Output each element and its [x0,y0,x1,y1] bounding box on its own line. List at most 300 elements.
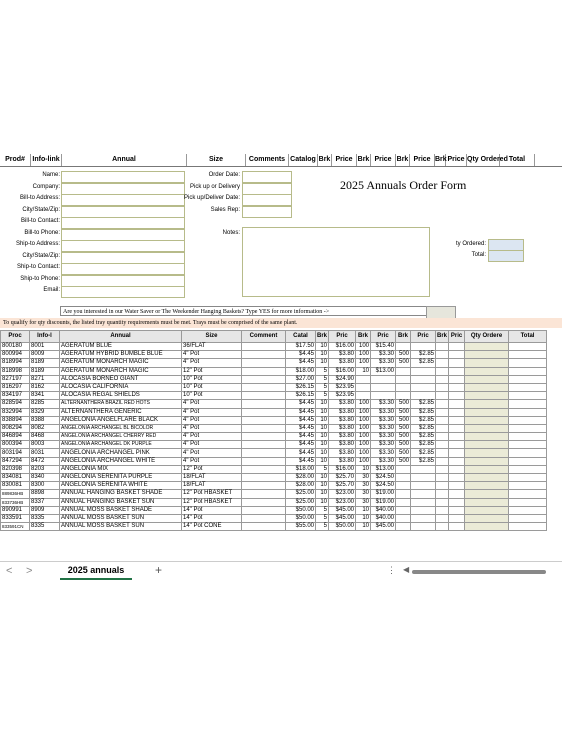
table-cell[interactable]: $3.30 [371,433,396,441]
form-field[interactable] [242,183,292,195]
table-cell[interactable]: 10 [316,457,329,465]
table-cell[interactable]: $25.70 [329,482,356,490]
table-cell[interactable]: $13.00 [371,465,396,473]
table-cell[interactable]: $3.80 [329,400,356,408]
table-cell[interactable] [242,449,286,457]
table-cell[interactable] [371,383,396,391]
table-cell[interactable] [436,457,449,465]
table-cell[interactable]: 8162 [30,383,60,391]
table-cell[interactable] [242,433,286,441]
form-field[interactable] [61,183,185,195]
table-cell[interactable]: 10 [356,523,371,531]
table-cell[interactable]: 8468 [30,433,60,441]
table-cell[interactable] [411,482,436,490]
table-cell[interactable]: 818994 [1,359,30,367]
table-cell[interactable] [242,375,286,383]
table-cell[interactable] [371,392,396,400]
table-cell[interactable]: 8898 [30,490,60,498]
table-cell[interactable]: AGERATUM MONARCH MAGIC [60,359,182,367]
table-cell[interactable]: $23.00 [329,498,356,506]
table-cell[interactable]: $4.45 [286,424,316,432]
table-cell[interactable]: $3.80 [329,359,356,367]
table-cell[interactable]: ANGELONIA ARCHANGEL DK PURPLE [60,441,182,449]
table-cell[interactable]: ANGELONIA MIX [60,465,182,473]
qty-ordered-cell[interactable] [465,514,509,522]
table-cell[interactable]: 18/FLAT [182,474,242,482]
table-cell[interactable] [356,383,371,391]
table-cell[interactable]: ANNUAL HANGING BASKET SHADE [60,490,182,498]
table-header-10[interactable]: Brk [396,331,411,343]
table-cell[interactable] [449,506,465,514]
table-cell[interactable] [242,392,286,400]
table-cell[interactable] [436,416,449,424]
table-cell[interactable]: 30 [356,490,371,498]
table-cell[interactable]: $4.45 [286,351,316,359]
table-cell[interactable] [449,367,465,375]
table-cell[interactable]: $4.45 [286,433,316,441]
form-field[interactable] [61,252,185,264]
table-cell[interactable]: $3.80 [329,416,356,424]
table-cell[interactable] [449,498,465,506]
table-cell[interactable]: $24.90 [329,375,356,383]
table-cell[interactable]: 500 [396,449,411,457]
table-cell[interactable]: $50.00 [329,523,356,531]
table-cell[interactable]: $3.30 [371,441,396,449]
table-cell[interactable]: $4.45 [286,449,316,457]
qty-ordered-cell[interactable] [465,343,509,351]
table-cell[interactable]: 4" Pot [182,457,242,465]
table-cell[interactable]: $13.00 [371,367,396,375]
table-cell[interactable] [396,514,411,522]
table-cell[interactable]: 830081 [1,482,30,490]
table-cell[interactable]: $23.95 [329,383,356,391]
qty-ordered-cell[interactable] [465,441,509,449]
table-cell[interactable] [449,392,465,400]
table-cell[interactable]: 500 [396,441,411,449]
qty-ordered-cell[interactable] [465,359,509,367]
table-cell[interactable]: 8341 [30,392,60,400]
table-cell[interactable]: 800180 [1,343,30,351]
table-cell[interactable]: ANGELONIA ARCHANGEL CHERRY RED [60,433,182,441]
table-cell[interactable] [436,392,449,400]
table-cell[interactable]: 8335 [30,523,60,531]
form-field[interactable] [61,171,185,183]
table-cell[interactable] [449,343,465,351]
table-cell[interactable]: $45.00 [329,514,356,522]
table-cell[interactable] [396,523,411,531]
table-cell[interactable]: 838894 [1,416,30,424]
table-cell[interactable]: 8300 [30,482,60,490]
table-cell[interactable] [449,416,465,424]
tab-next-button[interactable]: > [26,565,33,577]
table-header-9[interactable]: Pric [371,331,396,343]
table-cell[interactable]: 827197 [1,375,30,383]
table-cell[interactable] [436,506,449,514]
table-cell[interactable] [396,474,411,482]
table-cell[interactable] [436,343,449,351]
table-cell[interactable]: 8003 [30,441,60,449]
table-cell[interactable]: 12" Pot HBASKET [182,498,242,506]
table-cell[interactable] [449,523,465,531]
table-cell[interactable] [449,482,465,490]
table-cell[interactable]: 100 [356,449,371,457]
table-cell[interactable]: $4.45 [286,408,316,416]
table-cell[interactable] [242,482,286,490]
qty-ordered-cell[interactable] [465,490,509,498]
table-cell[interactable]: 10 [316,482,329,490]
table-cell[interactable] [449,465,465,473]
add-sheet-button[interactable]: + [155,563,163,577]
table-header-12[interactable]: Brk [436,331,449,343]
table-cell[interactable] [436,367,449,375]
qty-ordered-cell[interactable] [465,392,509,400]
table-cell[interactable]: 500 [396,424,411,432]
table-cell[interactable]: 100 [356,433,371,441]
table-cell[interactable]: 10 [356,514,371,522]
table-cell[interactable]: $3.80 [329,351,356,359]
table-cell[interactable]: ANGELONIA ARCHANGEL WHITE [60,457,182,465]
table-cell[interactable]: ALOCASIA REGAL SHIELDS [60,392,182,400]
table-cell[interactable]: 8203 [30,465,60,473]
table-cell[interactable] [436,359,449,367]
table-cell[interactable]: 4" Pot [182,400,242,408]
table-cell[interactable] [436,375,449,383]
table-cell[interactable]: 832994 [1,408,30,416]
table-cell[interactable] [396,482,411,490]
table-cell[interactable] [411,392,436,400]
table-cell[interactable]: 10 [316,416,329,424]
table-cell[interactable] [449,449,465,457]
table-cell[interactable]: ALOCASIA CALIFORNIA [60,383,182,391]
table-cell[interactable] [449,351,465,359]
table-cell[interactable]: ALTERNANTHERA BRAZIL RED HOTS [60,400,182,408]
table-cell[interactable] [242,490,286,498]
table-cell[interactable]: $23.95 [329,392,356,400]
table-cell[interactable] [436,424,449,432]
table-cell[interactable] [356,392,371,400]
table-cell[interactable]: 100 [356,400,371,408]
table-cell[interactable] [449,457,465,465]
form-field[interactable] [242,171,292,183]
table-cell[interactable] [436,523,449,531]
table-cell[interactable]: $26.15 [286,392,316,400]
table-cell[interactable]: AGERATUM BLUE [60,343,182,351]
table-cell[interactable]: $2.85 [411,449,436,457]
table-cell[interactable]: $40.00 [371,506,396,514]
table-cell[interactable] [242,424,286,432]
table-cell[interactable] [242,400,286,408]
table-cell[interactable]: $3.30 [371,400,396,408]
table-cell[interactable]: 803194 [1,449,30,457]
table-cell[interactable]: 4" Pot [182,359,242,367]
table-cell[interactable]: 5 [316,514,329,522]
table-cell[interactable]: $28.00 [286,482,316,490]
qty-ordered-cell[interactable] [465,506,509,514]
table-cell[interactable] [242,506,286,514]
table-cell[interactable]: $40.00 [371,514,396,522]
table-cell[interactable] [436,465,449,473]
table-cell[interactable] [449,514,465,522]
table-cell[interactable]: 5 [316,383,329,391]
table-cell[interactable]: 500 [396,351,411,359]
table-cell[interactable]: 10 [316,343,329,351]
table-cell[interactable]: $3.30 [371,351,396,359]
table-cell[interactable]: $3.30 [371,424,396,432]
table-header-13[interactable]: Pric [449,331,465,343]
table-cell[interactable] [436,449,449,457]
table-cell[interactable]: $3.30 [371,449,396,457]
table-cell[interactable] [449,441,465,449]
table-cell[interactable] [242,351,286,359]
table-cell[interactable] [436,383,449,391]
table-cell[interactable]: 8009 [30,351,60,359]
table-cell[interactable]: 833591CN [1,523,30,531]
table-cell[interactable]: $3.30 [371,359,396,367]
table-cell[interactable]: 820398 [1,465,30,473]
table-cell[interactable]: 8340 [30,474,60,482]
table-cell[interactable]: 14" Pot CONE [182,523,242,531]
table-cell[interactable]: $3.80 [329,441,356,449]
table-cell[interactable]: $23.00 [329,490,356,498]
table-header-11[interactable]: Pric [411,331,436,343]
table-cell[interactable]: 800394 [1,441,30,449]
table-header-8[interactable]: Brk [356,331,371,343]
table-cell[interactable]: 500 [396,359,411,367]
table-cell[interactable]: $50.00 [286,514,316,522]
qty-ordered-cell[interactable] [465,400,509,408]
table-cell[interactable]: 5 [316,523,329,531]
table-cell[interactable]: 8329 [30,408,60,416]
table-cell[interactable]: 10 [356,367,371,375]
table-cell[interactable]: 10 [316,498,329,506]
table-cell[interactable]: 847294 [1,457,30,465]
table-cell[interactable]: $16.00 [329,343,356,351]
table-cell[interactable]: 10 [316,424,329,432]
table-cell[interactable] [411,523,436,531]
table-cell[interactable] [449,474,465,482]
table-cell[interactable] [411,514,436,522]
table-cell[interactable]: 500 [396,408,411,416]
table-cell[interactable]: $3.80 [329,424,356,432]
table-cell[interactable]: 818998 [1,367,30,375]
table-cell[interactable]: ANNUAL MOSS BASKET SUN [60,523,182,531]
table-cell[interactable]: 10 [316,441,329,449]
qty-ordered-cell[interactable] [465,474,509,482]
table-cell[interactable]: 8472 [30,457,60,465]
table-cell[interactable]: $3.30 [371,408,396,416]
form-field[interactable] [61,275,185,287]
table-cell[interactable]: $17.50 [286,343,316,351]
table-cell[interactable]: 12" Pot [182,465,242,473]
table-cell[interactable]: $3.30 [371,457,396,465]
table-cell[interactable]: $25.70 [329,474,356,482]
table-cell[interactable]: $26.15 [286,383,316,391]
table-cell[interactable]: $18.00 [286,367,316,375]
form-field[interactable] [242,194,292,206]
table-cell[interactable] [242,498,286,506]
table-header-2[interactable]: Annual [60,331,182,343]
table-cell[interactable]: 500 [396,433,411,441]
horizontal-scrollbar[interactable] [412,570,546,574]
table-cell[interactable]: 4" Pot [182,449,242,457]
table-cell[interactable]: 10 [316,490,329,498]
table-cell[interactable]: 4" Pot [182,441,242,449]
table-cell[interactable] [396,506,411,514]
table-cell[interactable] [411,506,436,514]
qty-ordered-cell[interactable] [465,351,509,359]
qty-ordered-cell[interactable] [465,424,509,432]
table-cell[interactable]: ANGELONIA ANGELFLARE BLACK [60,416,182,424]
table-cell[interactable]: 10 [316,433,329,441]
table-cell[interactable]: $28.00 [286,474,316,482]
table-cell[interactable]: 500 [396,457,411,465]
tab-2025-annuals[interactable]: 2025 annuals [60,562,132,580]
table-cell[interactable] [242,416,286,424]
table-cell[interactable]: $55.00 [286,523,316,531]
table-cell[interactable] [242,474,286,482]
table-cell[interactable] [396,490,411,498]
table-cell[interactable] [396,498,411,506]
qty-ordered-cell[interactable] [465,482,509,490]
table-cell[interactable] [396,392,411,400]
table-cell[interactable]: 8335 [30,514,60,522]
qty-ordered-cell[interactable] [465,457,509,465]
table-cell[interactable]: ANGELONIA SERENITA PURPLE [60,474,182,482]
table-header-14[interactable]: Qty Ordere [465,331,509,343]
table-cell[interactable] [356,375,371,383]
table-cell[interactable]: 8271 [30,375,60,383]
qty-ordered-cell[interactable] [465,433,509,441]
table-cell[interactable]: 8189 [30,367,60,375]
table-cell[interactable]: 846894 [1,433,30,441]
table-cell[interactable] [449,490,465,498]
table-cell[interactable]: 4" Pot [182,416,242,424]
table-cell[interactable] [436,474,449,482]
table-cell[interactable]: ALTERNANTHERA GENERIC [60,408,182,416]
table-header-1[interactable]: Info-l [30,331,60,343]
table-cell[interactable]: 4" Pot [182,433,242,441]
table-cell[interactable]: 10 [316,474,329,482]
table-header-7[interactable]: Pric [329,331,356,343]
table-cell[interactable] [449,424,465,432]
table-cell[interactable] [411,367,436,375]
form-field[interactable] [61,263,185,275]
table-cell[interactable]: $2.85 [411,351,436,359]
table-cell[interactable] [449,408,465,416]
table-cell[interactable]: 889836HB [1,490,30,498]
table-header-4[interactable]: Comment [242,331,286,343]
qty-ordered-cell[interactable] [465,375,509,383]
table-cell[interactable]: 12" Pot HBASKET [182,490,242,498]
table-cell[interactable] [242,514,286,522]
qty-ordered-cell[interactable] [465,449,509,457]
table-cell[interactable] [396,367,411,375]
table-cell[interactable]: $2.85 [411,441,436,449]
table-cell[interactable] [436,490,449,498]
more-options-icon[interactable]: ⋮ [387,565,396,575]
table-cell[interactable]: $19.00 [371,498,396,506]
table-cell[interactable]: 30 [356,482,371,490]
table-cell[interactable]: $19.00 [371,490,396,498]
table-cell[interactable]: $3.80 [329,457,356,465]
form-field[interactable] [61,229,185,241]
table-cell[interactable]: ANGELONIA ARCHANGEL PINK [60,449,182,457]
table-cell[interactable]: 10 [316,359,329,367]
table-cell[interactable]: 4" Pot [182,351,242,359]
table-cell[interactable]: $4.45 [286,359,316,367]
table-cell[interactable]: $4.45 [286,457,316,465]
table-cell[interactable] [242,408,286,416]
table-cell[interactable]: 36/FLAT [182,343,242,351]
table-cell[interactable]: 808294 [1,424,30,432]
table-cell[interactable]: ANGELONIA ARCHANGEL BL BICOLOR [60,424,182,432]
table-cell[interactable] [436,498,449,506]
table-cell[interactable]: $27.00 [286,375,316,383]
table-cell[interactable] [242,343,286,351]
table-cell[interactable]: 100 [356,424,371,432]
table-cell[interactable]: $18.00 [286,465,316,473]
table-cell[interactable]: ANGELONIA SERENITA WHITE [60,482,182,490]
table-cell[interactable]: 18/FLAT [182,482,242,490]
table-cell[interactable]: ANNUAL MOSS BASKET SUN [60,514,182,522]
qty-ordered-cell[interactable] [465,383,509,391]
table-cell[interactable] [242,359,286,367]
table-cell[interactable]: 10 [316,351,329,359]
table-cell[interactable] [449,433,465,441]
table-cell[interactable] [436,441,449,449]
table-cell[interactable]: 833591 [1,514,30,522]
table-cell[interactable]: 500 [396,416,411,424]
qty-ordered-cell[interactable] [465,367,509,375]
table-cell[interactable]: $4.45 [286,400,316,408]
scroll-left-icon[interactable]: ◀ [403,565,410,574]
table-cell[interactable] [396,383,411,391]
table-cell[interactable] [436,351,449,359]
table-cell[interactable]: 10 [316,400,329,408]
table-header-15[interactable]: Total [509,331,547,343]
table-cell[interactable] [242,383,286,391]
form-field[interactable] [61,206,185,218]
table-cell[interactable]: $24.50 [371,482,396,490]
table-cell[interactable] [411,343,436,351]
table-cell[interactable]: 500 [396,400,411,408]
form-field[interactable] [61,194,185,206]
form-field[interactable] [242,206,292,218]
table-cell[interactable]: 10 [316,408,329,416]
table-cell[interactable]: $25.00 [286,490,316,498]
table-cell[interactable]: 834081 [1,474,30,482]
table-cell[interactable]: 100 [356,408,371,416]
table-cell[interactable]: 10" Pot [182,392,242,400]
table-cell[interactable]: 100 [356,343,371,351]
table-cell[interactable]: 5 [316,392,329,400]
table-cell[interactable]: $3.30 [371,416,396,424]
tab-prev-button[interactable]: < [6,565,13,577]
table-cell[interactable]: 10 [316,449,329,457]
table-cell[interactable]: 10 [356,465,371,473]
table-cell[interactable]: 30 [356,498,371,506]
table-cell[interactable]: 8388 [30,416,60,424]
table-cell[interactable]: 5 [316,375,329,383]
table-cell[interactable]: 100 [356,441,371,449]
table-cell[interactable]: $2.85 [411,424,436,432]
table-cell[interactable]: 10 [356,506,371,514]
table-cell[interactable]: $3.80 [329,449,356,457]
table-cell[interactable]: ALOCASIA BORNEO GIANT [60,375,182,383]
table-cell[interactable]: $3.80 [329,433,356,441]
table-cell[interactable] [242,457,286,465]
table-cell[interactable]: 100 [356,351,371,359]
